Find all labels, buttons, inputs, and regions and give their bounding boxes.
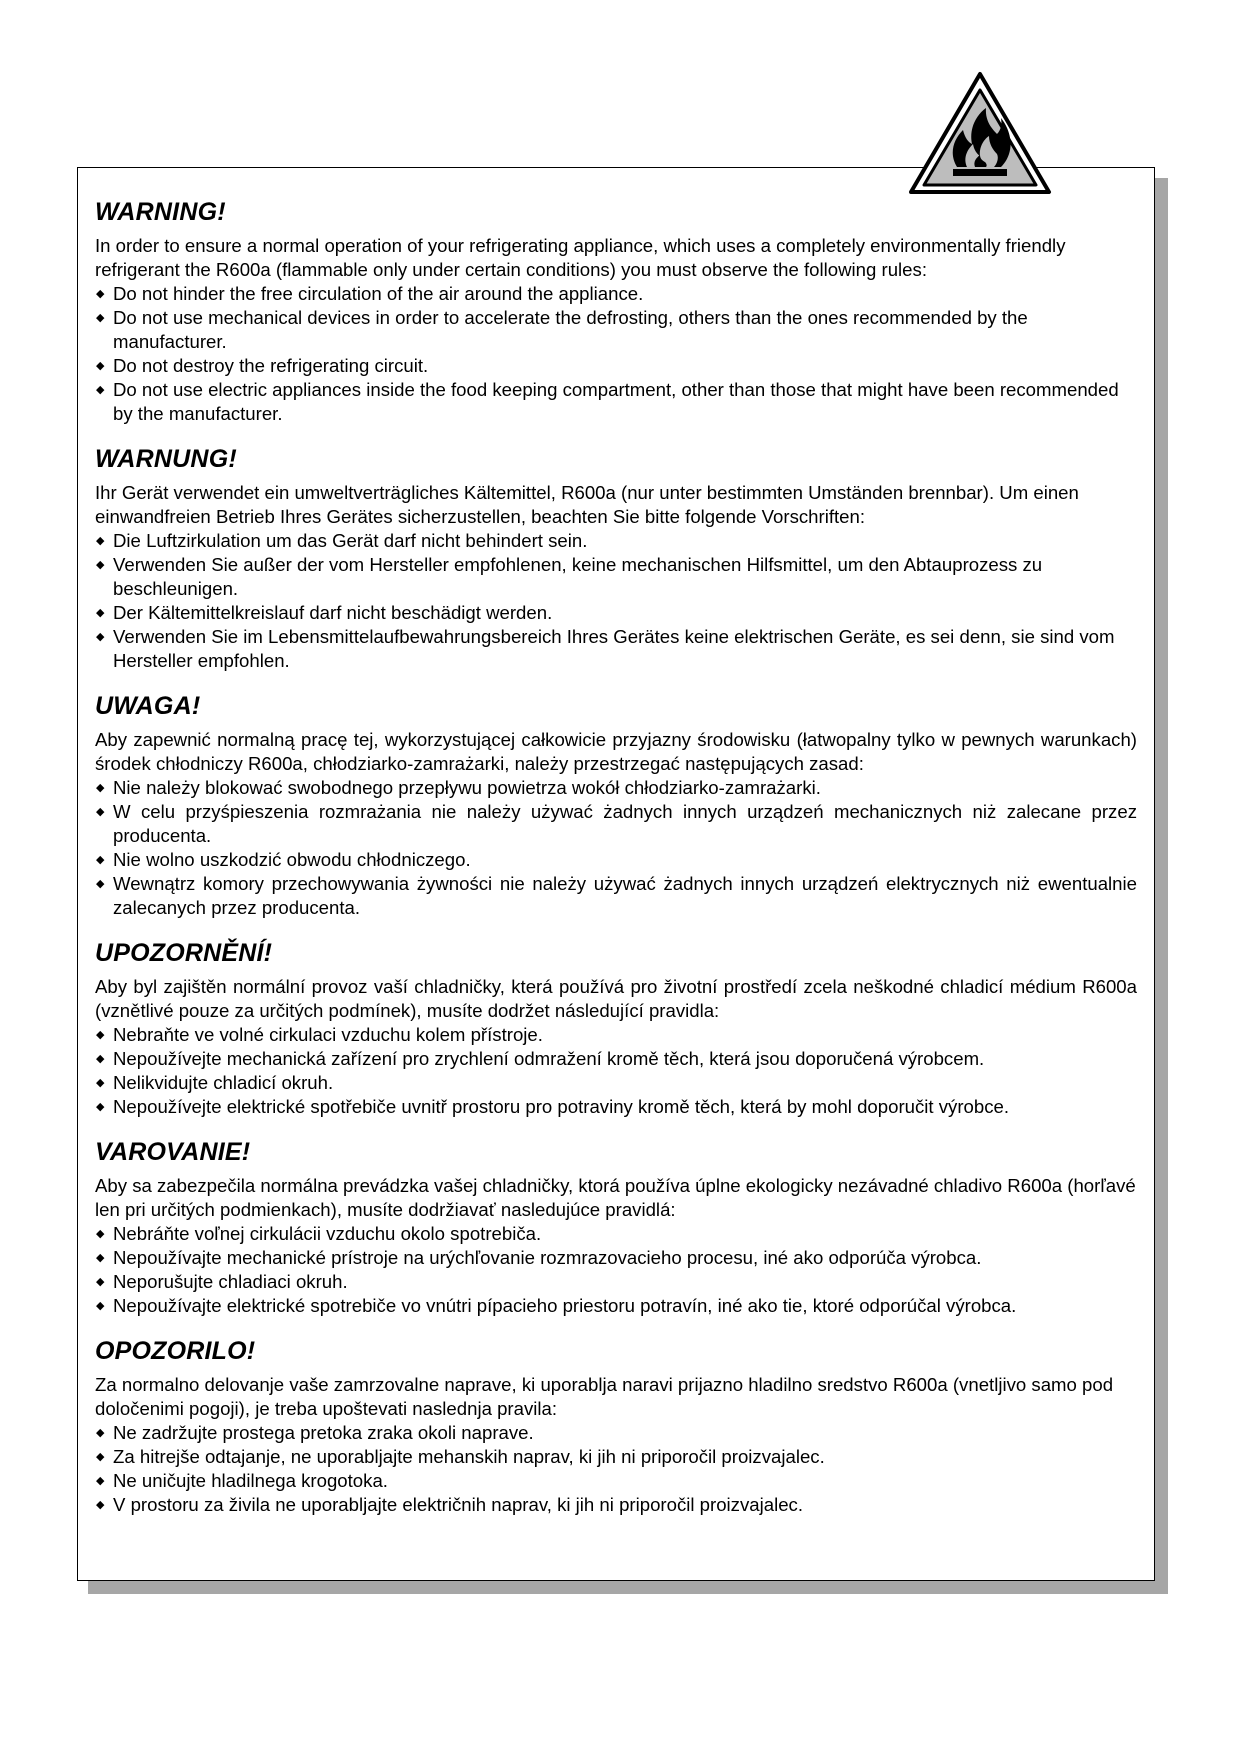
bullet-diamond-icon: ◆ [96,288,105,300]
bullet-diamond-icon: ◆ [96,1029,105,1041]
rules-list [95,1023,1137,1119]
rule-item: ◆ Die Luftzirkulation um das Gerät darf nicht behindert sein. [96,530,588,551]
rule-item: ◆ Nie należy blokować swobodnego przepływu powietrza wokół chłodziarko-zamrażarki. [96,777,821,798]
bullet-diamond-icon: ◆ [96,1300,105,1312]
section-english [95,197,1137,426]
section-slovak [95,1137,1137,1318]
rule-item: ◆ Verwenden Sie außer der vom Hersteller empfohlenen, keine mechanischen Hilfsmittel, um den Abtauprozess zu beschleunigen. [96,554,1043,599]
section-slovenian [95,1336,1137,1517]
rule-item: ◆ Nepoužívejte mechanická zařízení pro zrychlení odmražení kromě těch, která jsou doporučená výrobcem. [96,1048,985,1069]
section-intro: In order to ensure a normal operation of your refrigerating appliance, which uses a completely environmentally friendly refrigerant the R600a (flammable only under certain conditions) you must observe the following rules: [95,235,1066,280]
bullet-diamond-icon: ◆ [96,806,105,818]
rule-item: ◆ Wewnątrz komory przechowywania żywności nie należy używać żadnych innych urządzeń elektrycznych niż ewentualnie zalecanych przez producenta. [96,873,1137,918]
bullet-diamond-icon: ◆ [96,312,105,324]
rule-item: ◆ Nie wolno uszkodzić obwodu chłodniczego. [96,849,471,870]
rule-item: ◆ Der Kältemittelkreislauf darf nicht beschädigt werden. [96,602,553,623]
bullet-diamond-icon: ◆ [96,1101,105,1113]
bullet-diamond-icon: ◆ [96,535,105,547]
bullet-diamond-icon: ◆ [96,1276,105,1288]
section-title: WARNUNG! [95,445,237,473]
rule-item: ◆ Do not hinder the free circulation of the air around the appliance. [96,283,644,304]
bullet-diamond-icon: ◆ [96,854,105,866]
bullet-diamond-icon: ◆ [96,631,105,643]
bullet-diamond-icon: ◆ [96,1475,105,1487]
section-intro: Za normalno delovanje vaše zamrzovalne naprave, ki uporablja naravi prijazno hladilno sredstvo R600a (vnetljivo samo pod določenimi pogoji), je treba upoštevati naslednja pravila: [95,1374,1114,1419]
rule-item: ◆ Nepoužívajte mechanické prístroje na urýchľovanie rozmrazovacieho procesu, iné ako odporúča výrobca. [96,1247,982,1268]
bullet-diamond-icon: ◆ [96,607,105,619]
rule-item: ◆ Verwenden Sie im Lebensmittelaufbewahrungsbereich Ihres Gerätes keine elektrischen Geräte, es sei denn, sie sind vom Hersteller empfohlen. [96,626,1115,671]
section-intro: Aby byl zajištěn normální provoz vaší chladničky, která používá pro životní prostředí zcela neškodné chladicí médium R600a (vznětlivé pouze za určitých podmínek), musíte dodržet následující pravidla: [95,976,1137,1021]
section-intro: Aby sa zabezpečila normálna prevádzka vašej chladničky, ktorá používa úplne ekologicky nezávadné chladivo R600a (horľavé len pri určitých podmienkach), musíte dodržiavať nasledujúce pravidlá: [95,1175,1136,1220]
bullet-diamond-icon: ◆ [96,1077,105,1089]
bullet-diamond-icon: ◆ [96,1499,105,1511]
rule-item: ◆ W celu przyśpieszenia rozmrażania nie należy używać żadnych innych urządzeń mechanicznych niż zalecane przez producenta. [96,801,1137,846]
bullet-diamond-icon: ◆ [96,1252,105,1264]
rule-item: ◆ Ne uničujte hladilnega krogotoka. [96,1470,388,1491]
rule-item: ◆ Nepoužívajte elektrické spotrebiče vo vnútri pípacieho priestoru potravín, iné ako tie, ktoré odporúčal výrobca. [96,1295,1017,1316]
rules-list [95,529,1137,673]
bullet-diamond-icon: ◆ [96,360,105,372]
bullet-diamond-icon: ◆ [96,559,105,571]
bullet-diamond-icon: ◆ [96,782,105,794]
rule-item: ◆ Nelikvidujte chladicí okruh. [96,1072,334,1093]
bullet-diamond-icon: ◆ [96,1427,105,1439]
section-polish [95,691,1137,920]
bullet-diamond-icon: ◆ [96,1451,105,1463]
rules-list [95,776,1137,920]
rule-item: ◆ Do not destroy the refrigerating circuit. [96,355,429,376]
bullet-diamond-icon: ◆ [96,878,105,890]
section-czech [95,938,1137,1119]
rules-list [95,1222,1137,1318]
rule-item: ◆ Za hitrejše odtajanje, ne uporabljajte mehanskih naprav, ki jih ni priporočil proizvajalec. [96,1446,825,1467]
section-title: UPOZORNĚNÍ! [95,939,273,967]
bullet-diamond-icon: ◆ [96,384,105,396]
rule-item: ◆ Neporušujte chladiaci okruh. [96,1271,348,1292]
bullet-diamond-icon: ◆ [96,1228,105,1240]
section-title: UWAGA! [95,692,201,720]
section-intro: Ihr Gerät verwendet ein umweltverträgliches Kältemittel, R600a (nur unter bestimmten Umständen brennbar). Um einen einwandfreien Betrieb Ihres Gerätes sicherzustellen, beachten Sie bitte folgende Vorschriften: [95,482,1079,527]
flammable-warning-icon [905,68,1055,198]
rules-list [95,1421,1137,1517]
rule-item: ◆ Do not use electric appliances inside the food keeping compartment, other than those that might have been recommended by the manufacturer. [96,379,1119,424]
section-title: WARNING! [95,198,226,226]
rule-item: ◆ V prostoru za živila ne uporabljajte električnih naprav, ki jih ni priporočil proizvajalec. [96,1494,804,1515]
rule-item: ◆ Do not use mechanical devices in order to accelerate the defrosting, others than the ones recommended by the manufacturer. [96,307,1028,352]
rules-list [95,282,1137,426]
rule-item: ◆ Nepoužívejte elektrické spotřebiče uvnitř prostoru pro potraviny kromě těch, která by mohl doporučit výrobce. [96,1096,1010,1117]
warning-box [77,167,1155,1581]
bullet-diamond-icon: ◆ [96,1053,105,1065]
rule-item: ◆ Nebraňte ve volné cirkulaci vzduchu kolem přístroje. [96,1024,543,1045]
section-german [95,444,1137,673]
section-title: OPOZORILO! [95,1337,256,1365]
rule-item: ◆ Ne zadržujte prostega pretoka zraka okoli naprave. [96,1422,534,1443]
rule-item: ◆ Nebráňte voľnej cirkulácii vzduchu okolo spotrebiča. [96,1223,542,1244]
section-intro: Aby zapewnić normalną pracę tej, wykorzystującej całkowicie przyjazny środowisku (łatwopalny tylko w pewnych warunkach) środek chłodniczy R600a, chłodziarko-zamrażarki, należy przestrzegać następujących zasad: [95,729,1137,774]
section-title: VAROVANIE! [95,1138,251,1166]
